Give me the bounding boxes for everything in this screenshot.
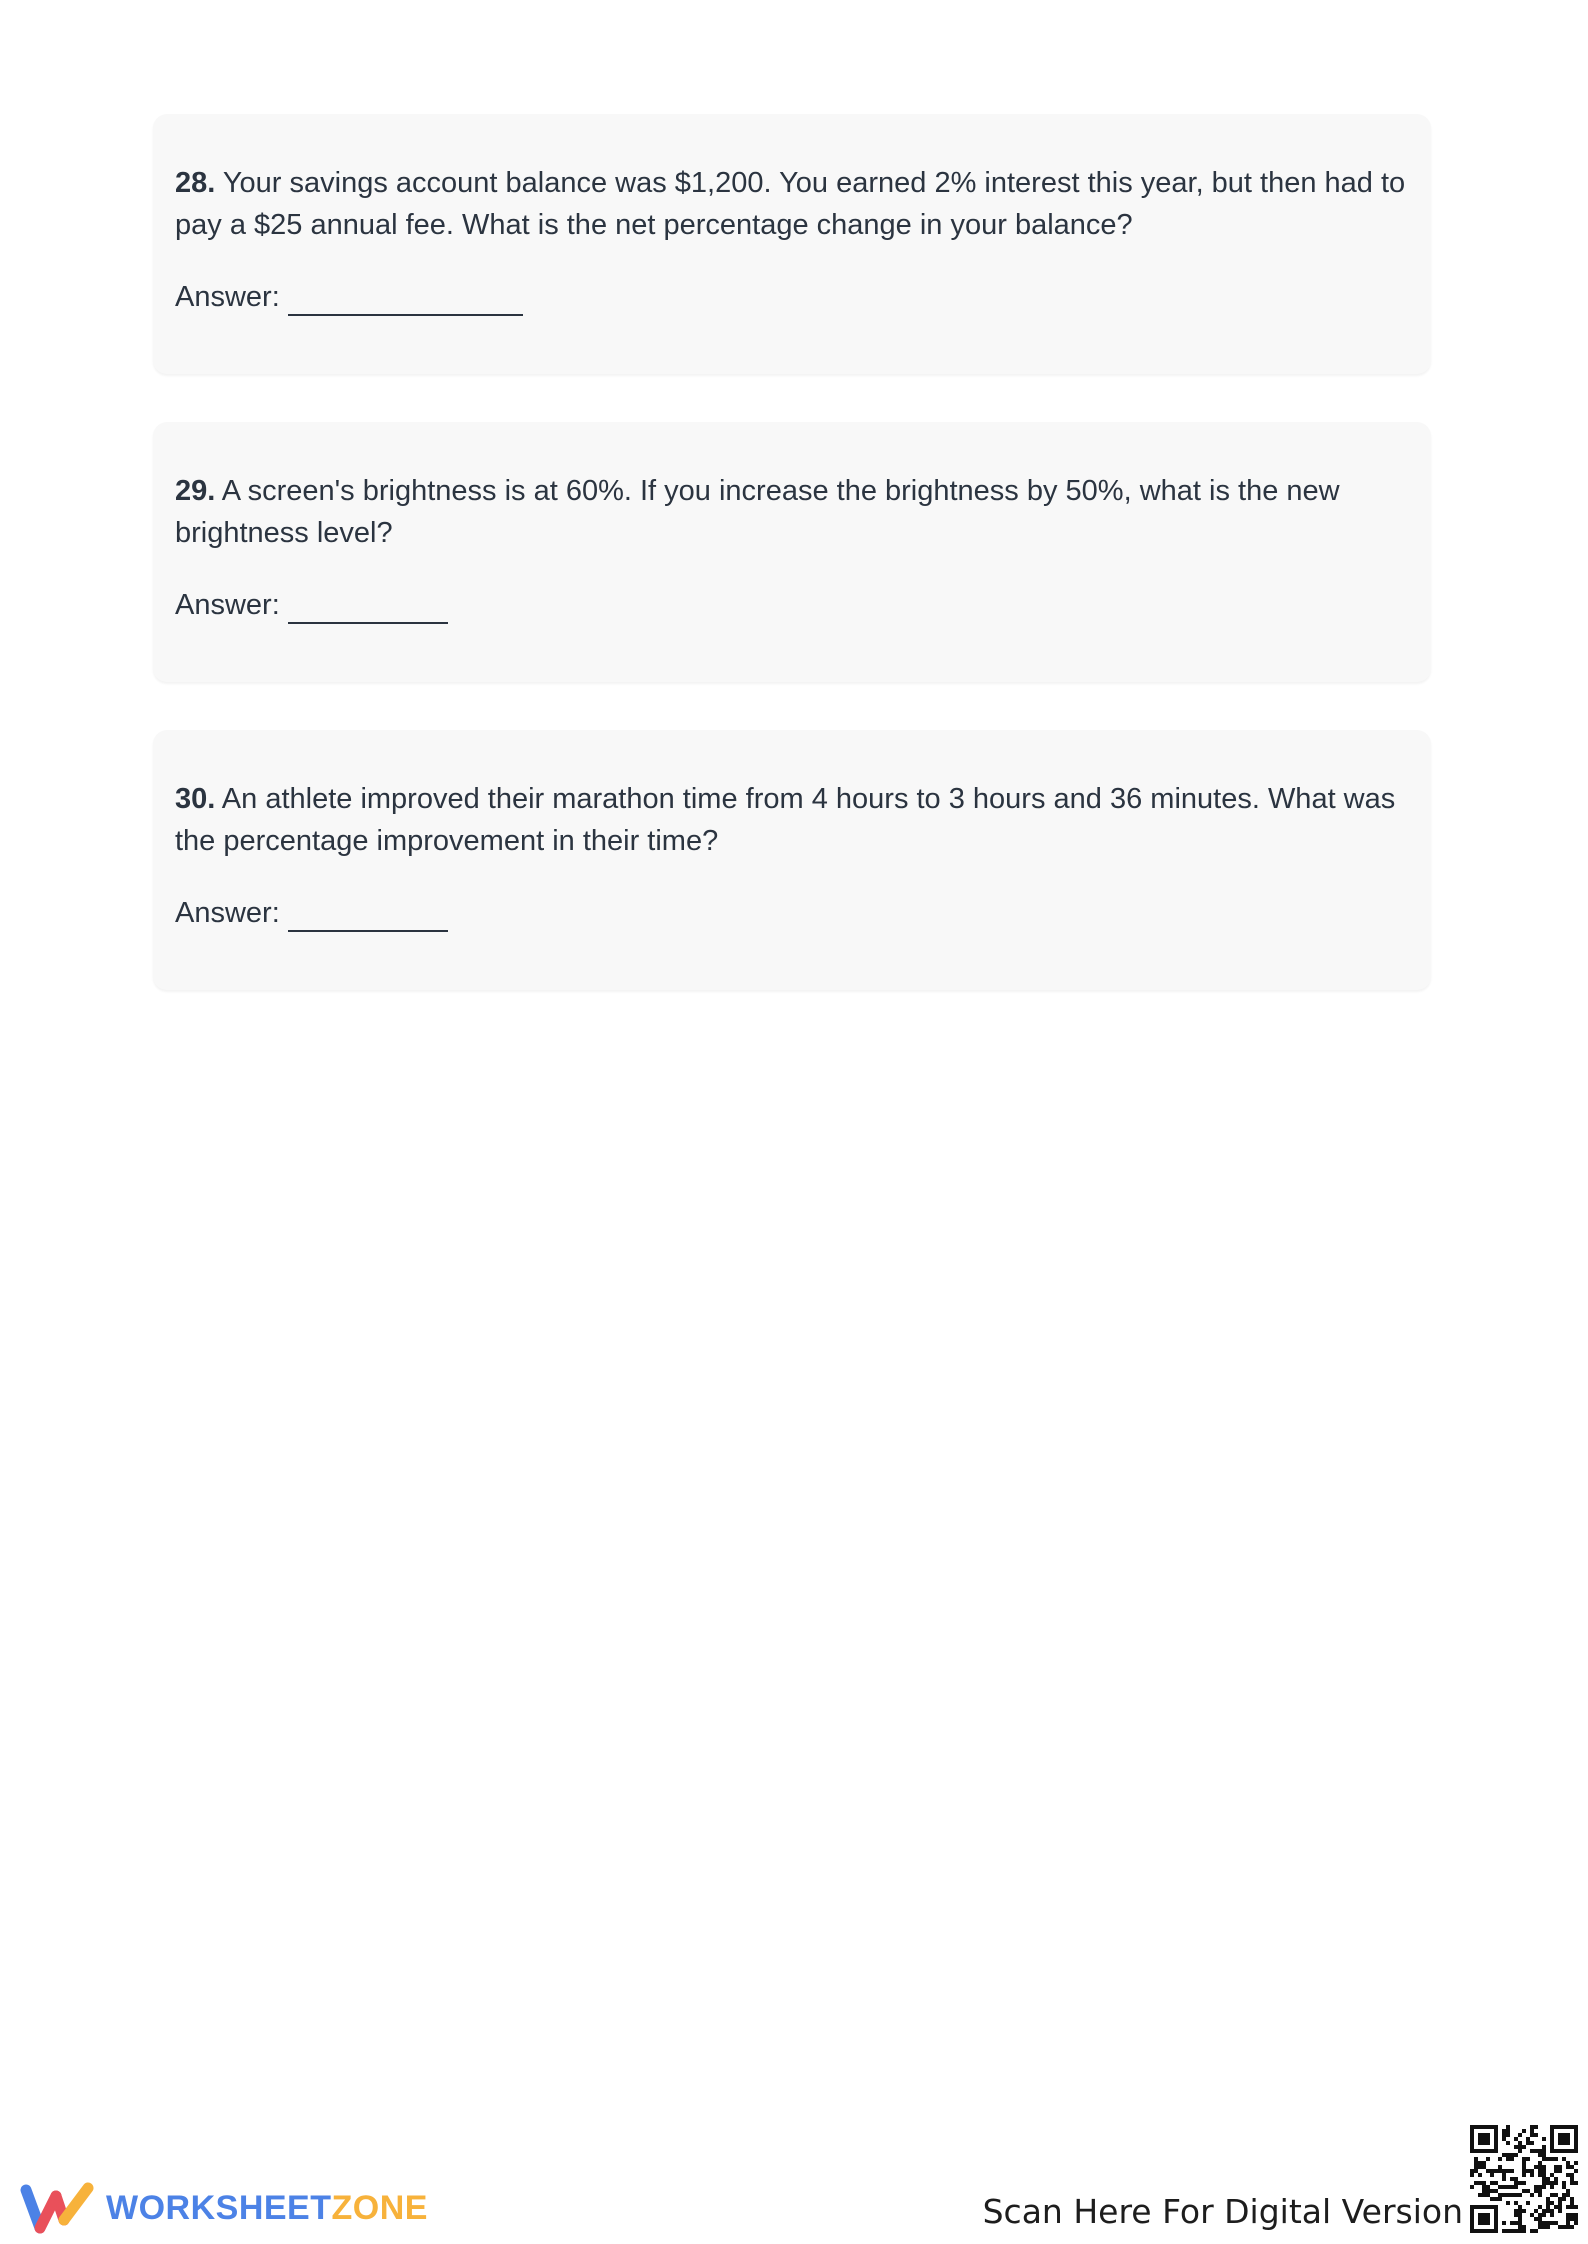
question-text (175, 470, 1415, 554)
answer-blank[interactable] (288, 314, 523, 316)
question-card-29 (153, 422, 1431, 682)
answer-row (175, 276, 523, 318)
question-card-30 (153, 730, 1431, 990)
question-card-28 (153, 114, 1431, 374)
question-number: 29. (175, 475, 216, 507)
logo-text: WORKSHEETZONE (106, 2188, 428, 2227)
question-body: An athlete improved their marathon time from 4 hours to 3 hours and 36 minutes. What was the percentage improvement in their time? (175, 783, 1396, 857)
qr-code-icon[interactable] (1470, 2125, 1578, 2233)
question-body: Your savings account balance was $1,200. You earned 2% interest this year, but then had to pay a $25 annual fee. What is the net percentage change in your balance? (175, 167, 1406, 241)
logo-w-icon (18, 2180, 96, 2236)
question-text (175, 162, 1415, 246)
answer-label: Answer: (175, 281, 280, 313)
question-number: 30. (175, 783, 216, 815)
scan-caption: Scan Here For Digital Version (982, 2192, 1463, 2231)
question-number: 28. (175, 167, 216, 199)
answer-row (175, 584, 448, 626)
answer-label: Answer: (175, 897, 280, 929)
answer-label: Answer: (175, 589, 280, 621)
answer-blank[interactable] (288, 622, 448, 624)
answer-row (175, 892, 448, 934)
question-text (175, 778, 1415, 862)
worksheetzone-logo[interactable] (18, 2180, 428, 2236)
question-body: A screen's brightness is at 60%. If you increase the brightness by 50%, what is the new brightness level? (175, 475, 1340, 549)
answer-blank[interactable] (288, 930, 448, 932)
